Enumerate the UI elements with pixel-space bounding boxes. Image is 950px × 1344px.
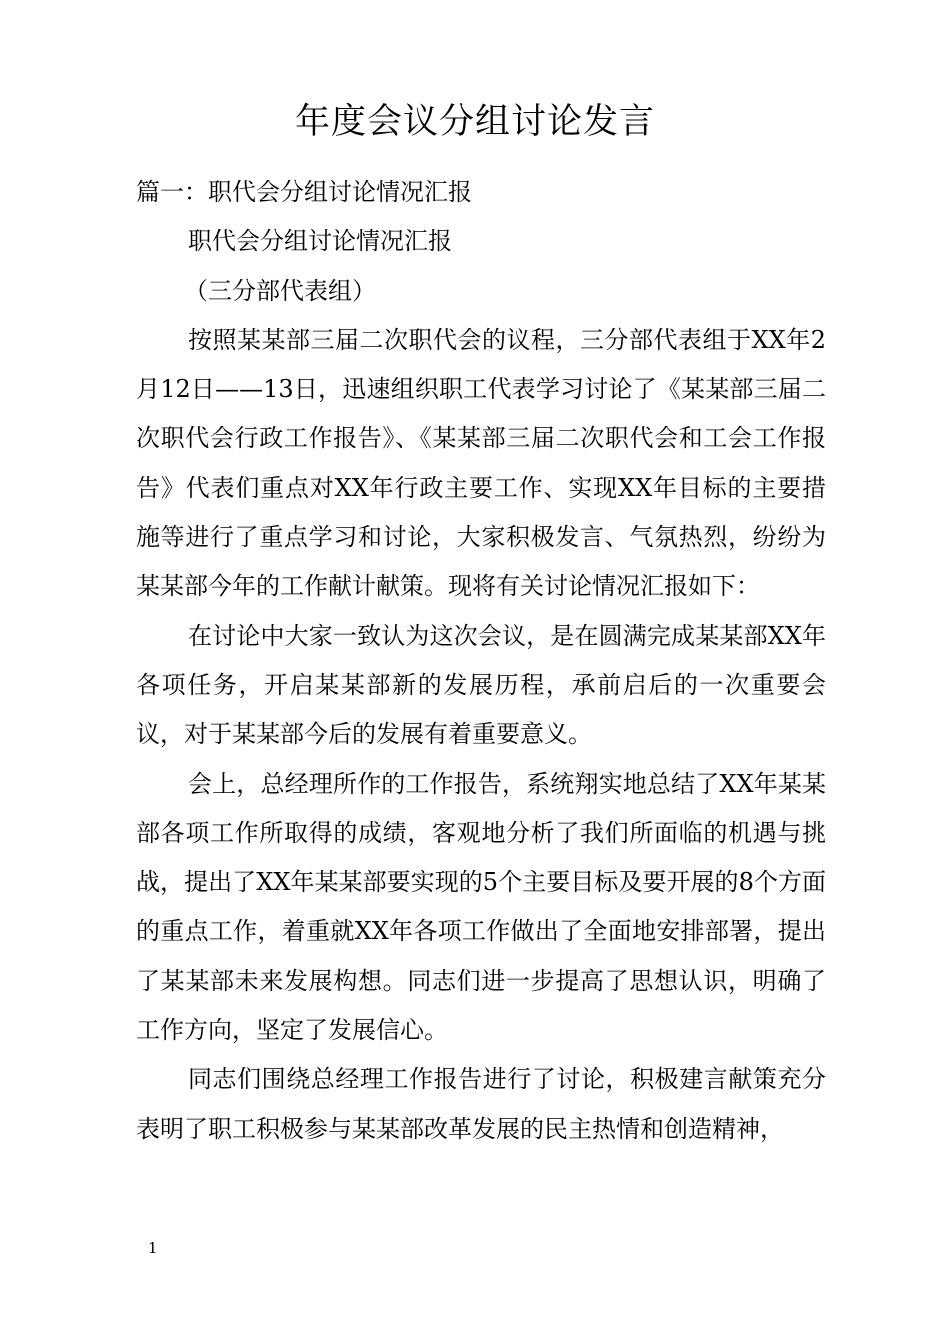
body-paragraph: 在讨论中大家一致认为这次会议，是在圆满完成某某部XX年各项任务，开启某某部新的发展历程，承前启后的一次重要会议，对于某某部今后的发展有着重要意义。 [136,621,826,749]
report-subtitle: （三分部代表组） [184,276,376,305]
document-body [136,168,826,1154]
report-title: 职代会分组讨论情况汇报 [188,227,452,256]
document-title: 年度会议分组讨论发言 [294,102,655,142]
body-paragraph: 会上，总经理所作的工作报告，系统翔实地总结了XX年某某部各项工作所取得的成绩，客观地分析了我们所面临的机遇与挑战，提出了XX年某某部要实现的5个主要目标及要开展的8个方面的重点工作，着重就XX年各项工作做出了全面地安排部署，提出了某某部未来发展构想。同志们进一步提高了思想认识，明确了工作方向，坚定了发展信心。 [136,769,826,1045]
body-paragraph: 同志们围绕总经理工作报告进行了讨论，积极建言献策充分表明了职工积极参与某某部改革发展的民主热情和创造精神， [136,1065,826,1143]
section-heading: 篇一：职代会分组讨论情况汇报 [136,178,472,206]
page-number: 1 [148,1239,158,1257]
body-paragraph: 按照某某部三届二次职代会的议程，三分部代表组于XX年2月12日——13日，迅速组织职工代表学习讨论了《某某部三届二次职代会行政工作报告》、《某某部三届二次职代会和工会工作报告》代表们重点对XX年行政主要工作、实现XX年目标的主要措施等进行了重点学习和讨论，大家积极发言、气氛热烈，纷纷为某某部今年的工作献计献策。现将有关讨论情况汇报如下： [136,325,826,601]
